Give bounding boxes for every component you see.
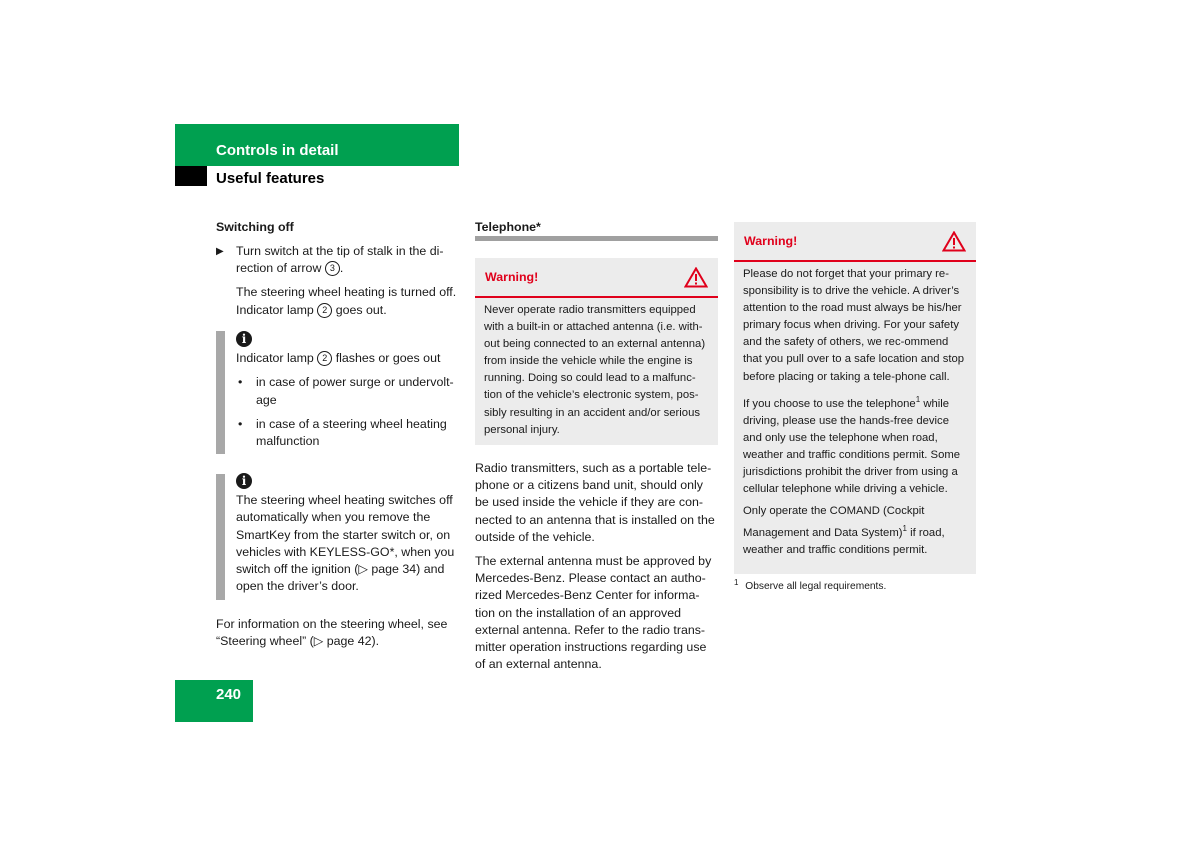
- info-note-2: [236, 473, 462, 595]
- footnote: [734, 578, 976, 592]
- warning-box: [734, 222, 976, 574]
- warning-header: [734, 222, 976, 262]
- paragraph-text: Only operate the COMAND (Cockpit Management and Data System): [743, 504, 925, 539]
- step-arrow-icon: ▶: [216, 246, 224, 257]
- column-1: [216, 219, 461, 319]
- footnote-text: Observe all legal requirements.: [745, 581, 887, 593]
- heading-switching-off: Switching off: [216, 220, 294, 234]
- result-text: The steering wheel heating is turned off. Indicator lamp: [236, 285, 457, 317]
- note-bar: [216, 474, 225, 600]
- section-title: Useful features: [216, 170, 325, 187]
- section-marker: [175, 166, 207, 186]
- note-bar: [216, 331, 225, 454]
- warning-triangle-icon: [942, 231, 966, 252]
- footnote-number: 1: [734, 578, 739, 587]
- info-icon: i: [236, 473, 252, 489]
- note-text: Indicator lamp: [236, 351, 318, 366]
- paragraph: [743, 503, 968, 559]
- list-item: • in case of a steering wheel heating malfunction: [236, 416, 462, 450]
- info-note-1: [236, 331, 462, 450]
- warning-body: [734, 262, 976, 565]
- steering-wheel-reference: For information on the steering wheel, see “Steering wheel” (▷ page 42).: [216, 617, 448, 649]
- warning-header: [475, 258, 718, 298]
- footnote-marker: 1: [902, 524, 907, 534]
- heading-rule: [475, 236, 718, 241]
- paragraph-text: if road, weather and traffic conditions permit.: [743, 526, 945, 556]
- paragraph: The external antenna must be approved by Mercedes-Benz. Please contact an autho-rized Mercedes-Benz Center for informa-tion on the installation of an approved external antenna. Refer to the radio trans-mitter operation instructions regarding use of an external antenna.: [475, 554, 712, 672]
- list-item: • in case of power surge or undervolt-age: [236, 374, 462, 408]
- warning-title: Warning!: [485, 270, 539, 284]
- paragraph-text: while driving, please use the hands-free device and only use the telephone when road, weather and traffic conditions permit. Some jurisdictions prohibit the driver from using a cellular telephone while driving a vehicle.: [743, 397, 961, 495]
- heading-telephone: [475, 219, 718, 236]
- note-text: The steering wheel heating switches off automatically when you remove the SmartKey from the starter switch or, on vehicles with KEYLESS-GO*, when you switch off the ignition (▷ page 34) and open the driver’s door.: [236, 493, 455, 594]
- paragraph-text: If you choose to use the telephone: [743, 397, 916, 410]
- warning-triangle-icon: [684, 267, 708, 288]
- column-2-text: [475, 460, 718, 673]
- note-text-end: flashes or goes out: [332, 351, 441, 366]
- footnote-marker: 1: [915, 394, 921, 404]
- telephone-heading: Telephone*: [475, 220, 541, 234]
- result-text-end: goes out.: [332, 302, 387, 317]
- paragraph: Radio transmitters, such as a portable tele-phone or a citizens band unit, should only be used inside the vehicle if they are con-nected to an antenna that is installed on the outside of the vehicle.: [475, 461, 715, 544]
- warning-title: Warning!: [744, 234, 798, 248]
- page-number: 240: [216, 686, 242, 703]
- info-icon: i: [236, 331, 252, 347]
- step-text: Turn switch at the tip of stalk in the di-rection of arrow: [236, 244, 444, 276]
- paragraph: [743, 391, 968, 498]
- chapter-title: Controls in detail: [216, 142, 339, 159]
- warning-text: Never operate radio transmitters equipped with a built-in or attached antenna (i.e. with-out being connected to an external antenna) from inside the vehicle while the engine is running. Doing so could lead to a malfunc-tion of the vehicle’s electronic system, pos-sibly resulting in an accident and/or serious personal injury.: [484, 304, 706, 436]
- page-number-band: [175, 680, 253, 722]
- lamp-number: 2: [317, 351, 332, 366]
- warning-box: [475, 258, 718, 445]
- paragraph: Please do not forget that your primary re-sponsibility is to drive the vehicle. A driver’s attention to the road must always be his/her primary focus when driving. For your safety and the safety of others, we rec-ommend that you pull over to a safe location and stop before placing or taking a tele-phone call.: [743, 268, 965, 383]
- step-text-end: .: [339, 261, 344, 276]
- note-line: [236, 350, 462, 367]
- arrow-number: 3: [325, 261, 340, 276]
- lamp-number: 2: [317, 303, 332, 318]
- instruction-step: [216, 243, 461, 277]
- step-result: [216, 284, 461, 318]
